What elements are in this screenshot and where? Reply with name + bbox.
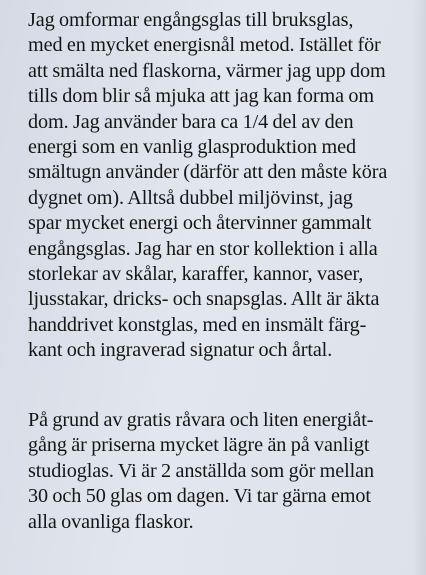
text-line: att smälta ned flaskorna, värmer jag upp dom bbox=[28, 59, 386, 82]
text-line: ljusstakar, dricks- och snapsglas. Allt är äkta bbox=[28, 288, 380, 311]
text-line: storlekar av skålar, karaffer, kannor, vaser, bbox=[28, 263, 364, 286]
text-line: engångsglas. Jag har en stor kollektion i alla bbox=[28, 237, 378, 260]
text-line: Jag omformar engångsglas till bruksglas, bbox=[28, 9, 354, 31]
paragraph-pricing bbox=[28, 408, 374, 535]
text-line: smältugn använder (därför att den måste köra bbox=[28, 161, 388, 184]
text-line: alla ovanliga flaskor. bbox=[28, 510, 194, 533]
page-edge-shadow bbox=[412, 0, 426, 575]
text-line: dygnet om). Alltså dubbel miljövinst, jag bbox=[28, 186, 353, 209]
text-line: studioglas. Vi är 2 anställda som gör mellan bbox=[28, 459, 374, 482]
text-line: dom. Jag använder bara ca 1/4 del av den bbox=[28, 110, 354, 133]
text-line: På grund av gratis råvara och liten energiåt- bbox=[28, 409, 374, 431]
text-line: gång är priserna mycket lägre än på vanligt bbox=[28, 434, 370, 457]
text-line: kant och ingraverad signatur och årtal. bbox=[28, 339, 333, 362]
paragraph-intro bbox=[28, 8, 387, 364]
text-line: handdrivet konstglas, med en insmält färg- bbox=[28, 313, 367, 336]
text-line: 30 och 50 glas om dagen. Vi tar gärna emot bbox=[28, 485, 371, 508]
text-line: med en mycket energisnål metod. Istället för bbox=[28, 34, 381, 57]
text-line: energi som en vanlig glasproduktion med bbox=[28, 136, 356, 159]
text-line: spar mycket energi och återvinner gammalt bbox=[28, 212, 372, 235]
text-line: tills dom blir så mjuka att jag kan forma om bbox=[28, 85, 374, 108]
